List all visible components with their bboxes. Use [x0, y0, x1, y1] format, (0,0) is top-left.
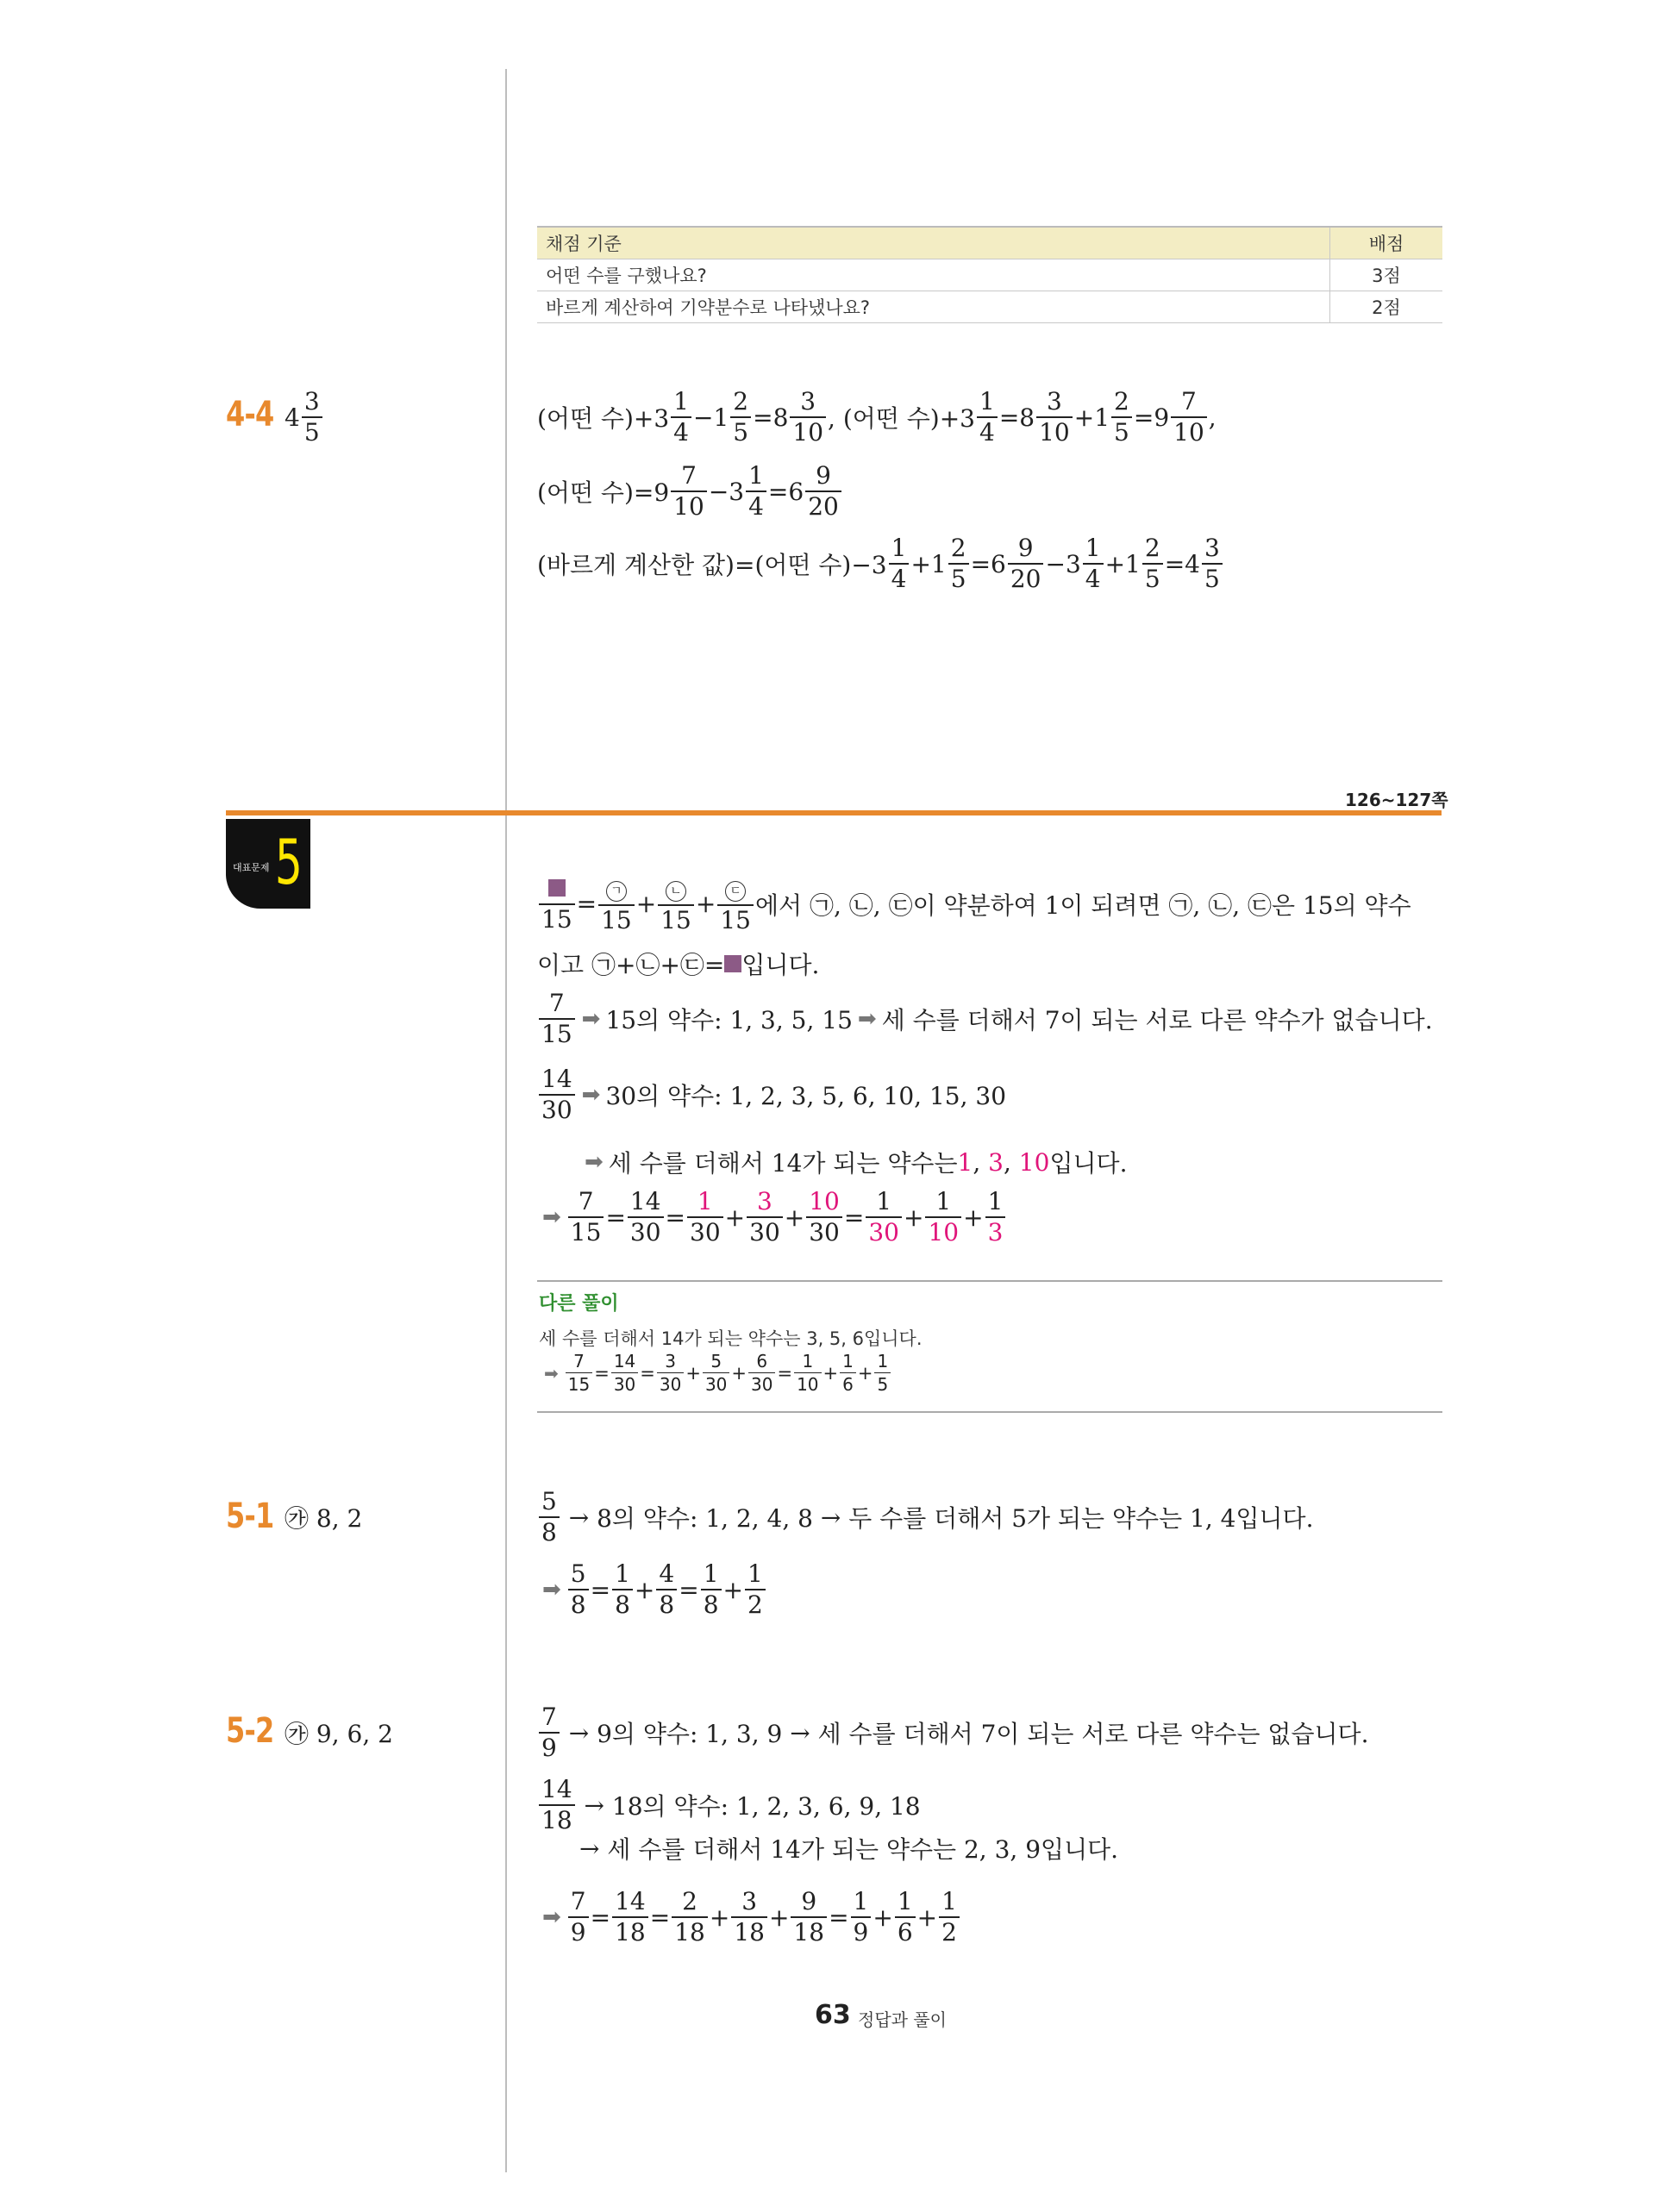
text: 이고 ㉠+㉡+㉢=	[537, 951, 725, 979]
square-symbol	[724, 955, 741, 972]
solution-line: (어떤 수)+3 1 4 −1 2 5 =8 3 10 , (어떤 수)+3 1 4 =8 3 10 +1 2 5 =9 7 10 ,	[537, 387, 1217, 447]
page-number: 63	[815, 2000, 851, 2030]
solution-line: ➡ 7 15 = 14 30 = 1 30 + 3 30 + 10 30 = 1 30 + 1 10 + 1 3	[537, 1190, 1007, 1245]
solution-line: 14 18 → 18의 약수: 1, 2, 3, 6, 9, 18	[537, 1778, 921, 1833]
badge-number: 5	[274, 826, 303, 898]
section-divider	[226, 810, 1442, 815]
text: 8의 약수: 1, 2, 4, 8	[597, 1504, 813, 1533]
column-divider	[505, 69, 507, 2172]
text: 15의 약수: 1, 3, 5, 15	[605, 1006, 853, 1034]
text: 9의 약수: 1, 3, 9	[597, 1720, 783, 1748]
solution-line: 7 9 → 9의 약수: 1, 3, 9 → 세 수를 더해서 7이 되는 서로 다른 약수는 없습니다.	[537, 1705, 1369, 1760]
representative-problem-badge	[226, 819, 310, 909]
highlight-value: 1	[957, 1147, 973, 1177]
arrow-right-icon: ➡	[544, 1362, 559, 1384]
solution-line: 5 8 → 8의 약수: 1, 2, 4, 8 → 두 수를 더해서 5가 되는 약수는 1, 4입니다.	[537, 1490, 1314, 1545]
item-label-4-4: 4-4	[226, 395, 274, 434]
solution-line: → 세 수를 더해서 14가 되는 약수는 2, 3, 9입니다.	[579, 1831, 1118, 1865]
text: 세 수를 더해서 7이 되는 서로 다른 약수는 없습니다.	[817, 1720, 1369, 1748]
text: 세 수를 더해서 14가 되는 약수는 2, 3, 9입니다.	[607, 1835, 1119, 1864]
arrow-right-icon: ➡	[542, 1204, 561, 1230]
highlight-value: 3	[988, 1147, 1004, 1177]
item-answer-5-2: ㉮ 9, 6, 2	[285, 1720, 393, 1748]
badge-caption: 대표문제	[233, 862, 270, 873]
solution-line: 15 = ㄱ 15 + ㄴ 15 + ㄷ 15 에서 ㉠, ㉡, ㉢이 약분하여 1이 되려면 ㉠, ㉡, ㉢은 15의 약수	[537, 875, 1411, 933]
text: 입니다.	[741, 951, 820, 979]
arrow-right-icon: ➡	[581, 1006, 601, 1032]
alternative-solution-title: 다른 풀이	[539, 1293, 619, 1315]
table-cell: 2점	[1330, 291, 1443, 323]
alternative-solution-text: 세 수를 더해서 14가 되는 약수는 3, 5, 6입니다.	[539, 1328, 923, 1349]
table-header-points: 배점	[1330, 227, 1443, 259]
text: 18의 약수: 1, 2, 3, 6, 9, 18	[611, 1792, 921, 1821]
text: 에서 ㉠, ㉡, ㉢이 약분하여 1이 되려면 ㉠, ㉡, ㉢은 15의 약수	[754, 890, 1411, 920]
solution-line: 7 15 ➡ 15의 약수: 1, 3, 5, 15 ➡ 세 수를 더해서 7이 되는 서로 다른 약수가 없습니다.	[537, 991, 1433, 1047]
text: 세 수를 더해서 14가 되는 약수는	[608, 1149, 958, 1178]
scoring-table	[537, 226, 1442, 323]
alternative-solution-box	[537, 1280, 1442, 1413]
table-cell: 바르게 계산하여 기약분수로 나타냈나요?	[537, 291, 1330, 323]
text: 입니다.	[1049, 1149, 1128, 1178]
alternative-solution-equation: ➡ 7 15 = 14 30 = 3 30 + 5 30 + 6 30 = 1 10 + 1 6 + 1 5	[539, 1353, 892, 1393]
answer-denominator: 5	[302, 416, 322, 445]
solution-line: (바르게 계산한 값)=(어떤 수)−3 1 4 +1 2 5 =6 9 20 −3 1 4 +1 2 5 =4 3 5	[537, 536, 1224, 591]
arrow-right-icon: ➡	[581, 1082, 601, 1108]
solution-line	[537, 947, 819, 981]
arrow-right-icon: ➡	[585, 1149, 604, 1175]
text: 세 수를 더해서 7이 되는 서로 다른 약수가 없습니다.	[881, 1006, 1433, 1034]
footer-text: 정답과 풀이	[858, 2009, 947, 2030]
table-header-criteria: 채점 기준	[537, 227, 1330, 259]
solution-line: ➡ 세 수를 더해서 14가 되는 약수는 1 , 3 , 10 입니다.	[579, 1145, 1127, 1179]
square-symbol	[548, 879, 566, 897]
arrow-right-icon: ➡	[542, 1577, 561, 1603]
text: 30의 약수: 1, 2, 3, 5, 6, 10, 15, 30	[605, 1082, 1007, 1110]
item-answer-5-1: ㉮ 8, 2	[285, 1504, 363, 1533]
answer-numerator: 3	[303, 387, 320, 416]
text: 두 수를 더해서 5가 되는 약수는 1, 4입니다.	[848, 1504, 1314, 1533]
solution-line: ➡ 5 8 = 1 8 + 4 8 = 1 8 + 1 2	[537, 1562, 767, 1617]
item-label-5-1: 5-1	[226, 1497, 274, 1536]
table-header-row	[537, 227, 1442, 259]
table-cell: 3점	[1330, 259, 1443, 291]
highlight-value: 10	[1018, 1147, 1050, 1177]
arrow-right-icon: ➡	[542, 1904, 561, 1930]
table-cell: 어떤 수를 구했나요?	[537, 259, 1330, 291]
item-answer-4-4	[285, 387, 324, 447]
page-reference: 126~127쪽	[1345, 790, 1448, 810]
solution-line: ➡ 7 9 = 14 18 = 2 18 + 3 18 + 9 18 = 1 9 + 1 6 + 1 2	[537, 1890, 961, 1945]
solution-line: 14 30 ➡ 30의 약수: 1, 2, 3, 5, 6, 10, 15, 30	[537, 1067, 1006, 1122]
table-row	[537, 259, 1442, 291]
table-row	[537, 291, 1442, 323]
item-label-5-2: 5-2	[226, 1711, 274, 1751]
answer-whole: 4	[285, 403, 300, 432]
solution-line: (어떤 수)=9 7 10 −3 1 4 =6 9 20	[537, 464, 843, 519]
arrow-right-icon: ➡	[857, 1006, 877, 1032]
